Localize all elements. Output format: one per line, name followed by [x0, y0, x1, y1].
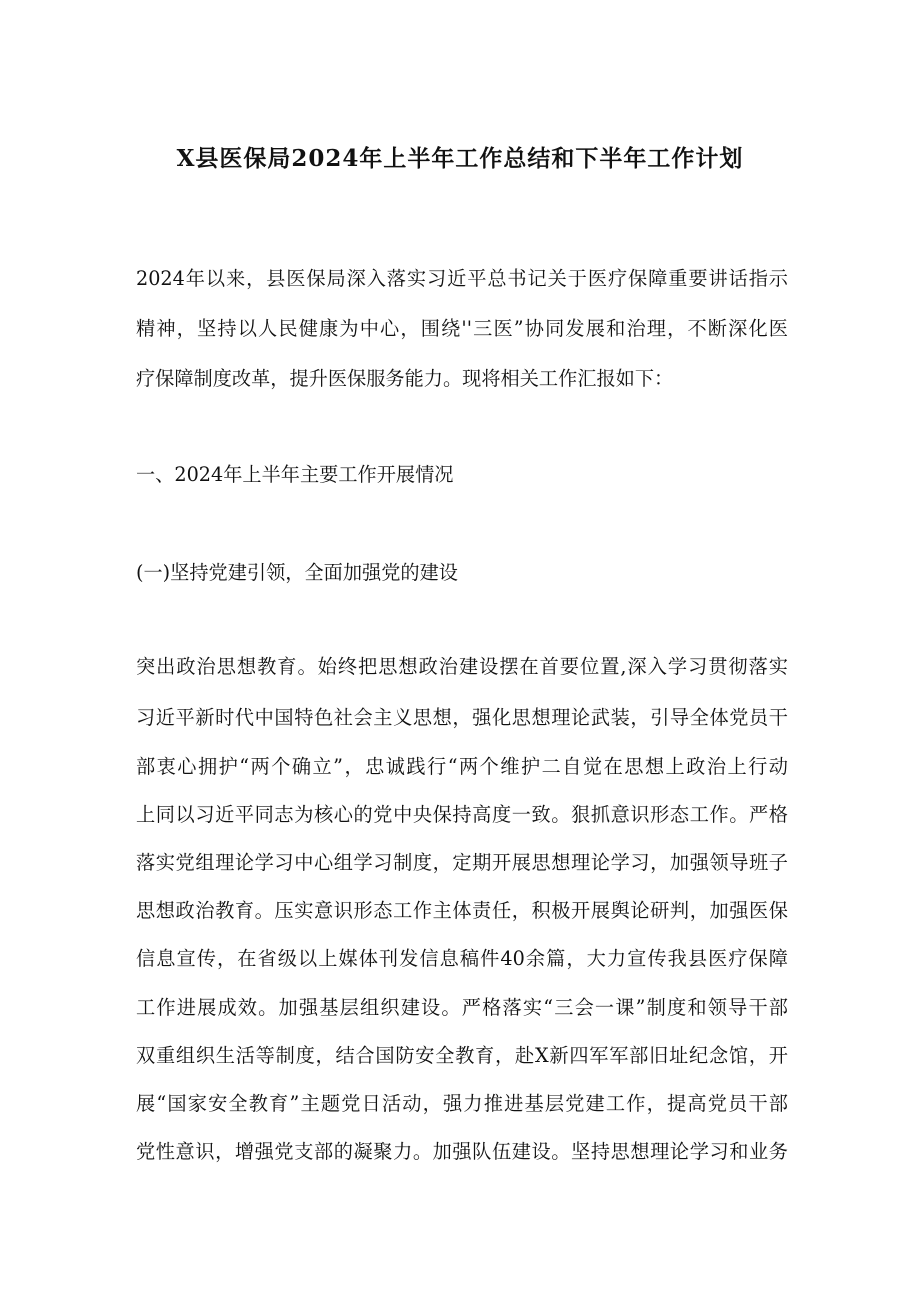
- document-title: X县医保局2024年上半年工作总结和下半年工作计划: [176, 145, 744, 172]
- intro-line-2: 精神，坚持以人民健康为中心，围绕''三医”协同发展和治理，不断深化医: [136, 317, 788, 340]
- intro-line-1: 2024年以来，县医保局深入落实习近平总书记关于医疗保障重要讲话指示: [136, 267, 788, 290]
- body-line-11: 党性意识，增强党支部的凝聚力。加强队伍建设。坚持思想理论学习和业务: [136, 1140, 788, 1163]
- body-line-6: 思想政治教育。压实意识形态工作主体责任，积极开展舆论研判，加强医保: [136, 899, 788, 922]
- body-line-8: 工作进展成效。加强基层组织建设。严格落实“三会一课”制度和领导干部: [136, 996, 788, 1019]
- section-heading: 一、2024年上半年主要工作开展情况: [136, 463, 454, 486]
- body-line-5: 落实党组理论学习中心组学习制度，定期开展思想理论学习，加强领导班子: [136, 851, 788, 874]
- body-line-3: 部衷心拥护“两个确立”，忠诚践行“两个维护二自觉在思想上政治上行动: [136, 755, 788, 778]
- body-line-2: 习近平新时代中国特色社会主义思想，强化思想理论武装，引导全体党员干: [136, 706, 788, 729]
- body-line-1: 突出政治思想教育。始终把思想政治建设摆在首要位置,深入学习贯彻落实: [136, 655, 788, 678]
- body-line-7: 信息宣传，在省级以上媒体刊发信息稿件40余篇，大力宣传我县医疗保障: [136, 947, 788, 970]
- intro-line-3: 疗保障制度改革，提升医保服务能力。现将相关工作汇报如下：: [136, 367, 674, 390]
- subsection-heading: (一)坚持党建引领，全面加强党的建设: [136, 561, 458, 584]
- body-line-10: 展“国家安全教育”主题党日活动，强力推进基层党建工作，提高党员干部: [136, 1092, 788, 1115]
- body-line-4: 上同以习近平同志为核心的党中央保持高度一致。狠抓意识形态工作。严格: [136, 803, 788, 826]
- body-line-9: 双重组织生活等制度，结合国防安全教育，赴X新四军军部旧址纪念馆，开: [136, 1044, 788, 1067]
